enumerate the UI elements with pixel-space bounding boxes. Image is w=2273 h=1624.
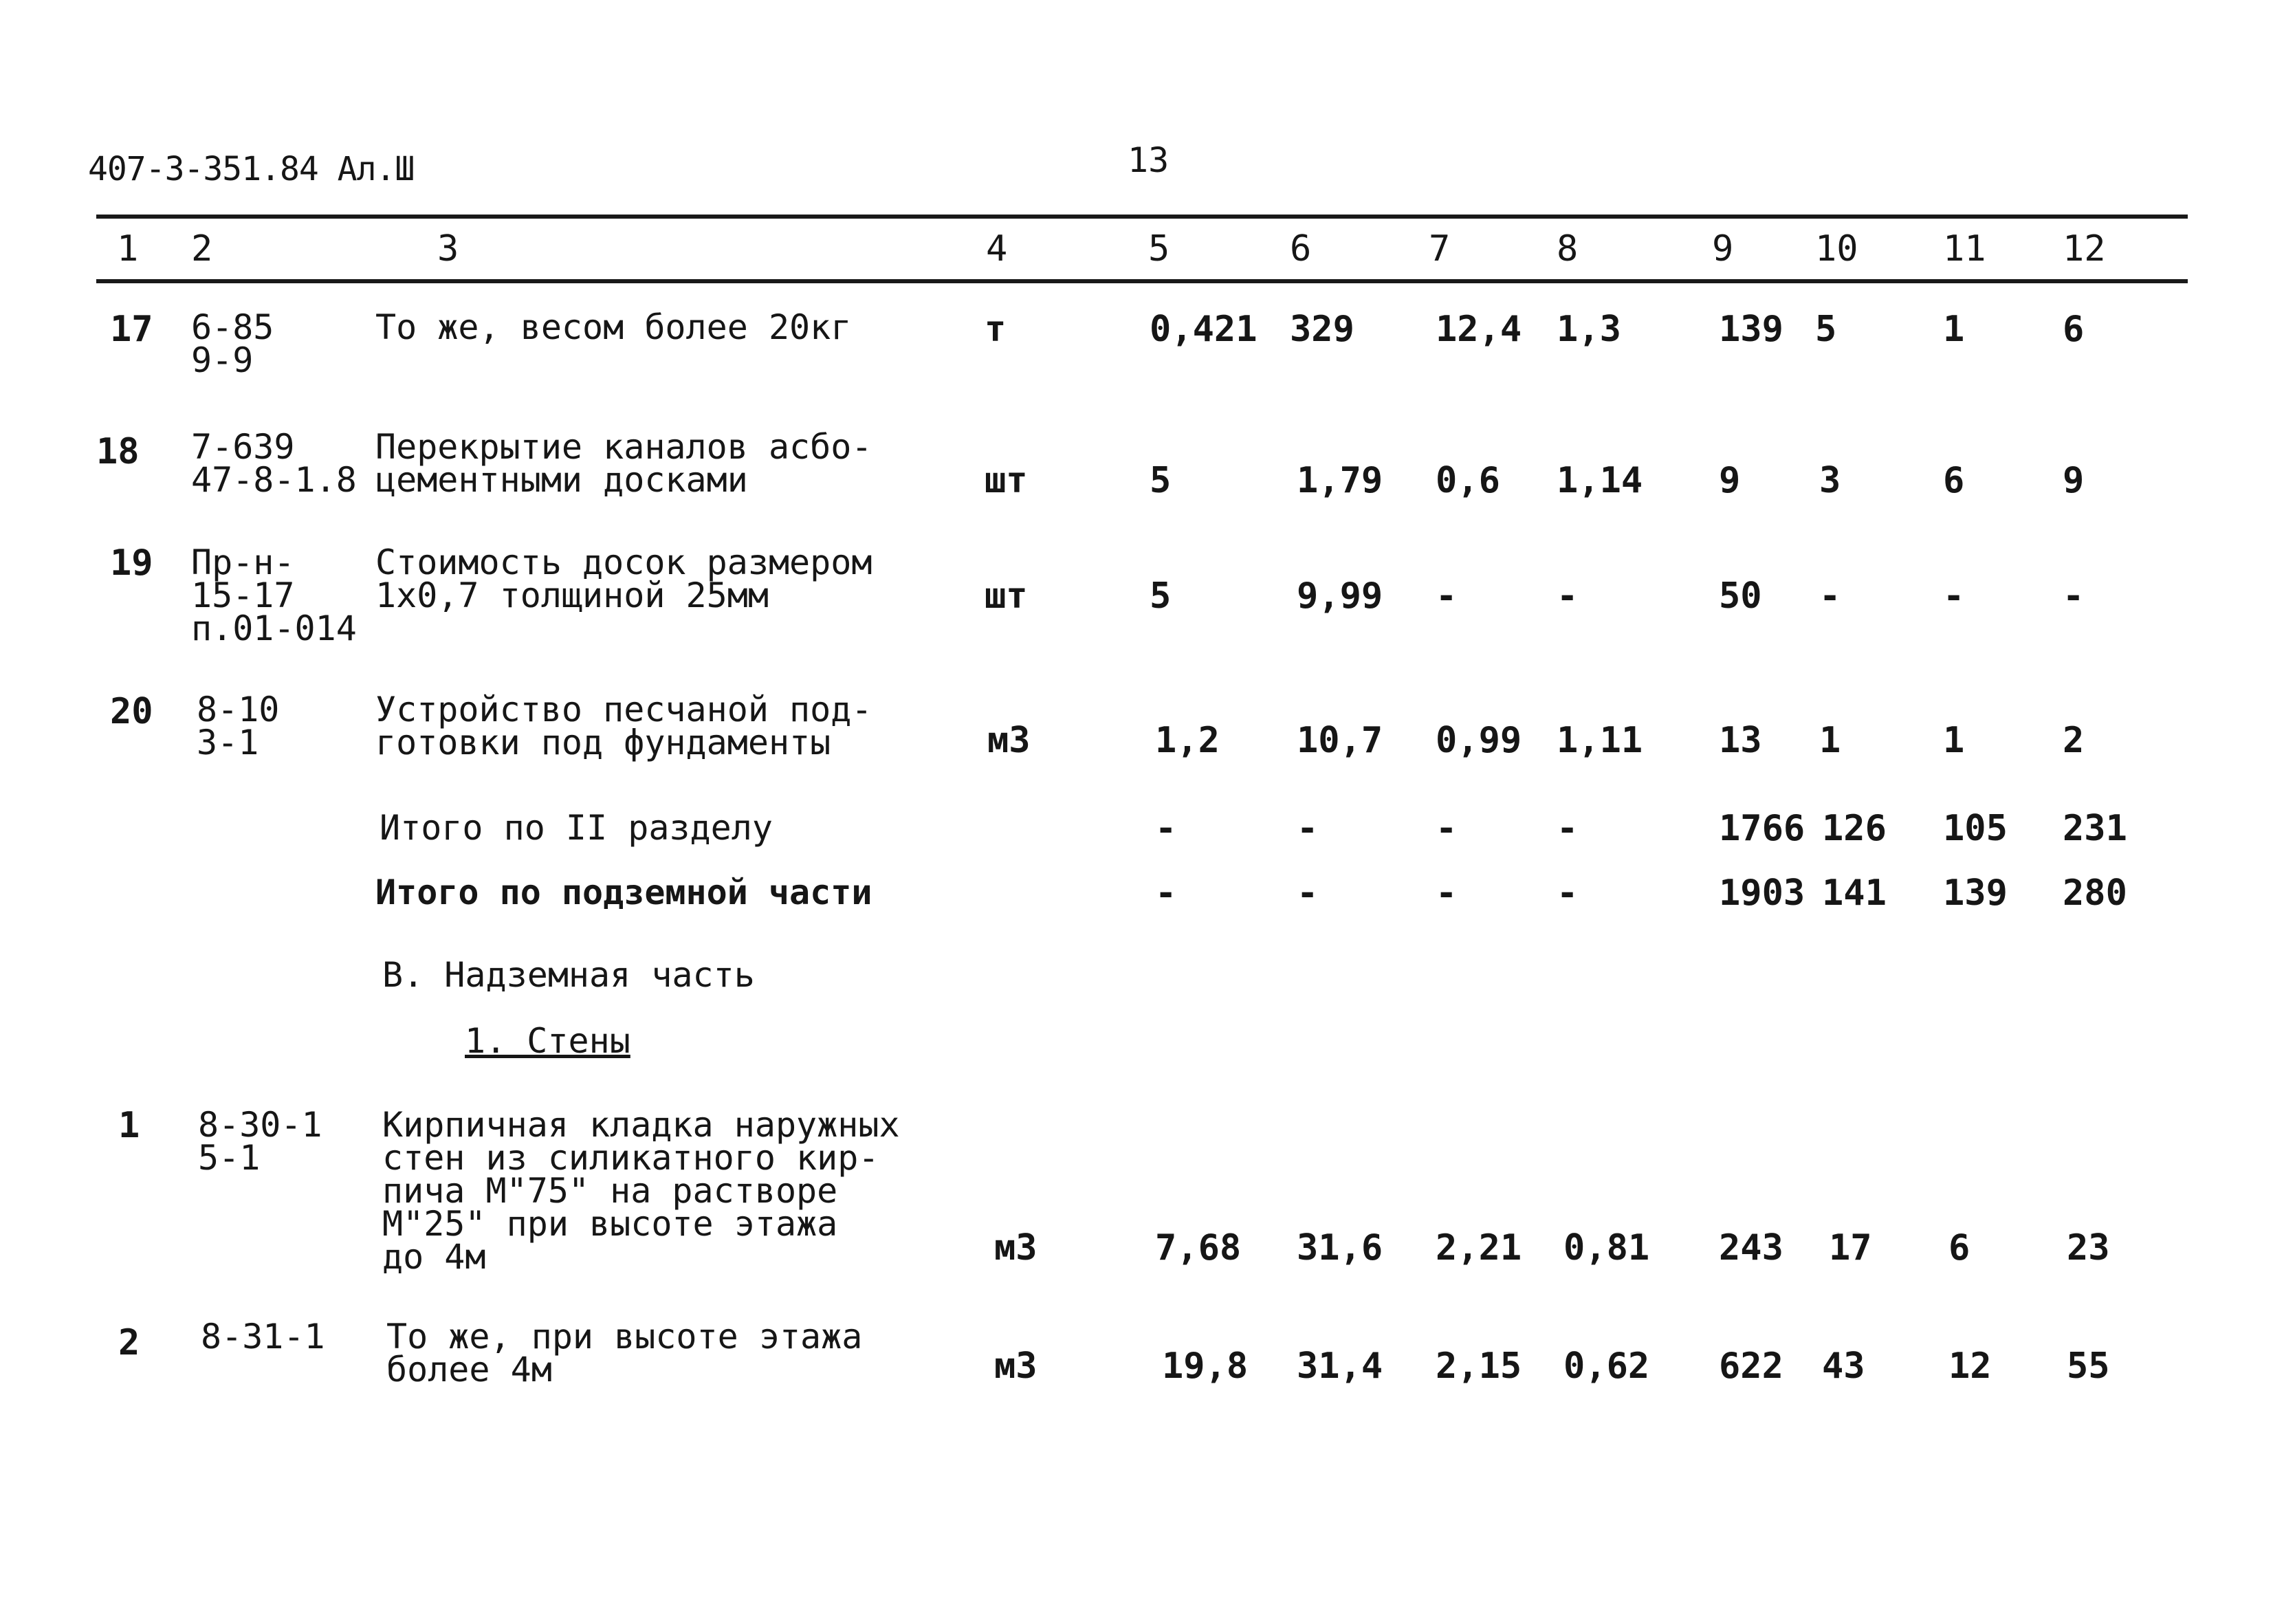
page-number: 13 [1128,140,1170,180]
value-col8: 0,81 [1563,1227,1650,1269]
value-col5: 7,68 [1155,1227,1242,1269]
value-col7: - [1436,873,1458,914]
unit: м3 [994,1227,1037,1269]
work-description-line: Стоимость досок размером [375,542,872,582]
column-number: 4 [986,228,1008,270]
value-col12: 2 [2063,720,2085,761]
value-col12: 231 [2063,808,2127,849]
value-col5: 0,421 [1150,309,1258,350]
work-description-line: Перекрытие каналов асбо- [375,427,872,467]
section-title: В. Надземная часть [382,955,755,995]
value-col12: - [2063,575,2085,617]
work-description-line: стен из силикатного кир- [382,1138,879,1178]
value-col10: 17 [1829,1227,1872,1269]
value-col7: - [1436,808,1458,849]
value-col5: 19,8 [1162,1346,1249,1387]
norm-code-line: 8-10 [197,690,280,729]
value-col7: 0,6 [1436,460,1500,501]
total-label: Итого по подземной части [375,873,872,912]
norm-code-line: 15-17 [191,575,295,615]
value-col6: 10,7 [1297,720,1383,761]
column-number: 9 [1712,228,1734,270]
value-col11: 12 [1948,1346,1992,1387]
column-number: 6 [1290,228,1312,270]
norm-code-line: 8-30-1 [198,1105,322,1145]
row-number: 1 [118,1105,140,1146]
row-number: 18 [96,431,140,472]
work-description-line: Кирпичная кладка наружных [382,1105,900,1145]
value-col10: 5 [1815,309,1837,350]
value-col10: 141 [1822,873,1887,914]
column-number: 11 [1943,228,1986,270]
value-col5: 5 [1150,460,1172,501]
value-col9: 50 [1719,575,1762,617]
value-col5: - [1155,808,1177,849]
norm-code-line: Пр-н- [191,542,295,582]
subsection-title: 1. Стены [465,1021,630,1061]
column-number: 8 [1557,228,1579,270]
value-col8: 1,11 [1557,720,1643,761]
value-col6: 31,4 [1297,1346,1383,1387]
value-col11: 139 [1943,873,2008,914]
value-col10: 43 [1822,1346,1865,1387]
value-col12: 9 [2063,460,2085,501]
work-description-line: 1х0,7 толщиной 25мм [375,575,769,615]
row-number: 2 [118,1322,140,1363]
total-label: Итого по II разделу [380,808,773,848]
value-col12: 55 [2067,1346,2110,1387]
value-col12: 6 [2063,309,2085,350]
value-col9: 9 [1719,460,1741,501]
work-description-line: Устройство песчаной под- [375,690,872,729]
norm-code-line: п.01-014 [191,608,357,648]
unit: шт [985,575,1028,617]
value-col9: 139 [1719,309,1783,350]
value-col7: - [1436,575,1458,617]
value-col11: 6 [1943,460,1965,501]
work-description-line: То же, при высоте этажа [386,1317,863,1357]
work-description-line: То же, весом более 20кг [375,307,852,347]
unit: т [985,309,1007,350]
norm-code-line: 47-8-1.8 [191,460,357,500]
unit: шт [985,460,1028,501]
column-number: 12 [2063,228,2106,270]
value-col10: 3 [1819,460,1841,501]
column-number: 5 [1148,228,1170,270]
table-header-rule [96,279,2188,283]
value-col11: 1 [1943,309,1965,350]
norm-code-line: 8-31-1 [201,1317,325,1357]
work-description-line: М"25" при высоте этажа [382,1204,838,1244]
value-col8: - [1557,873,1579,914]
work-description-line: пича М"75" на растворе [382,1171,838,1211]
work-description-line: цементными досками [375,460,748,500]
value-col9: 13 [1719,720,1762,761]
value-col5: 1,2 [1155,720,1220,761]
value-col7: 12,4 [1436,309,1522,350]
value-col8: 1,3 [1557,309,1621,350]
unit: м3 [994,1346,1037,1387]
norm-code-line: 9-9 [191,340,254,380]
value-col10: 1 [1819,720,1841,761]
value-col6: 31,6 [1297,1227,1383,1269]
value-col8: 0,62 [1563,1346,1650,1387]
value-col11: 1 [1943,720,1965,761]
row-number: 17 [110,309,153,350]
value-col6: - [1297,808,1319,849]
value-col8: - [1557,575,1579,617]
column-number: 1 [117,228,139,270]
work-description-line: до 4м [382,1237,486,1277]
document-code: 407-3-351.84 Ал.Ш [88,150,415,188]
value-col10: - [1819,575,1841,617]
unit: м3 [987,720,1031,761]
value-col5: 5 [1150,575,1172,617]
norm-code-line: 3-1 [197,723,259,762]
value-col12: 280 [2063,873,2127,914]
value-col6: - [1297,873,1319,914]
value-col9: 243 [1719,1227,1783,1269]
value-col11: 105 [1943,808,2008,849]
row-number: 19 [110,542,153,584]
value-col8: - [1557,808,1579,849]
value-col8: 1,14 [1557,460,1643,501]
value-col9: 1903 [1719,873,1805,914]
value-col9: 622 [1719,1346,1783,1387]
column-number: 3 [437,228,459,270]
norm-code-line: 5-1 [198,1138,261,1178]
column-number: 7 [1429,228,1451,270]
work-description-line: готовки под фундаменты [375,723,831,762]
value-col11: 6 [1948,1227,1970,1269]
value-col7: 0,99 [1436,720,1522,761]
value-col9: 1766 [1719,808,1805,849]
value-col5: - [1155,873,1177,914]
value-col7: 2,15 [1436,1346,1522,1387]
value-col12: 23 [2067,1227,2110,1269]
value-col6: 9,99 [1297,575,1383,617]
norm-code-line: 6-85 [191,307,274,347]
work-description-line: более 4м [386,1350,552,1390]
row-number: 20 [110,691,153,732]
table-top-rule [96,215,2188,219]
value-col11: - [1943,575,1965,617]
value-col7: 2,21 [1436,1227,1522,1269]
value-col10: 126 [1822,808,1887,849]
norm-code-line: 7-639 [191,427,295,467]
value-col6: 329 [1290,309,1354,350]
column-number: 10 [1815,228,1858,270]
value-col6: 1,79 [1297,460,1383,501]
column-number: 2 [191,228,213,270]
